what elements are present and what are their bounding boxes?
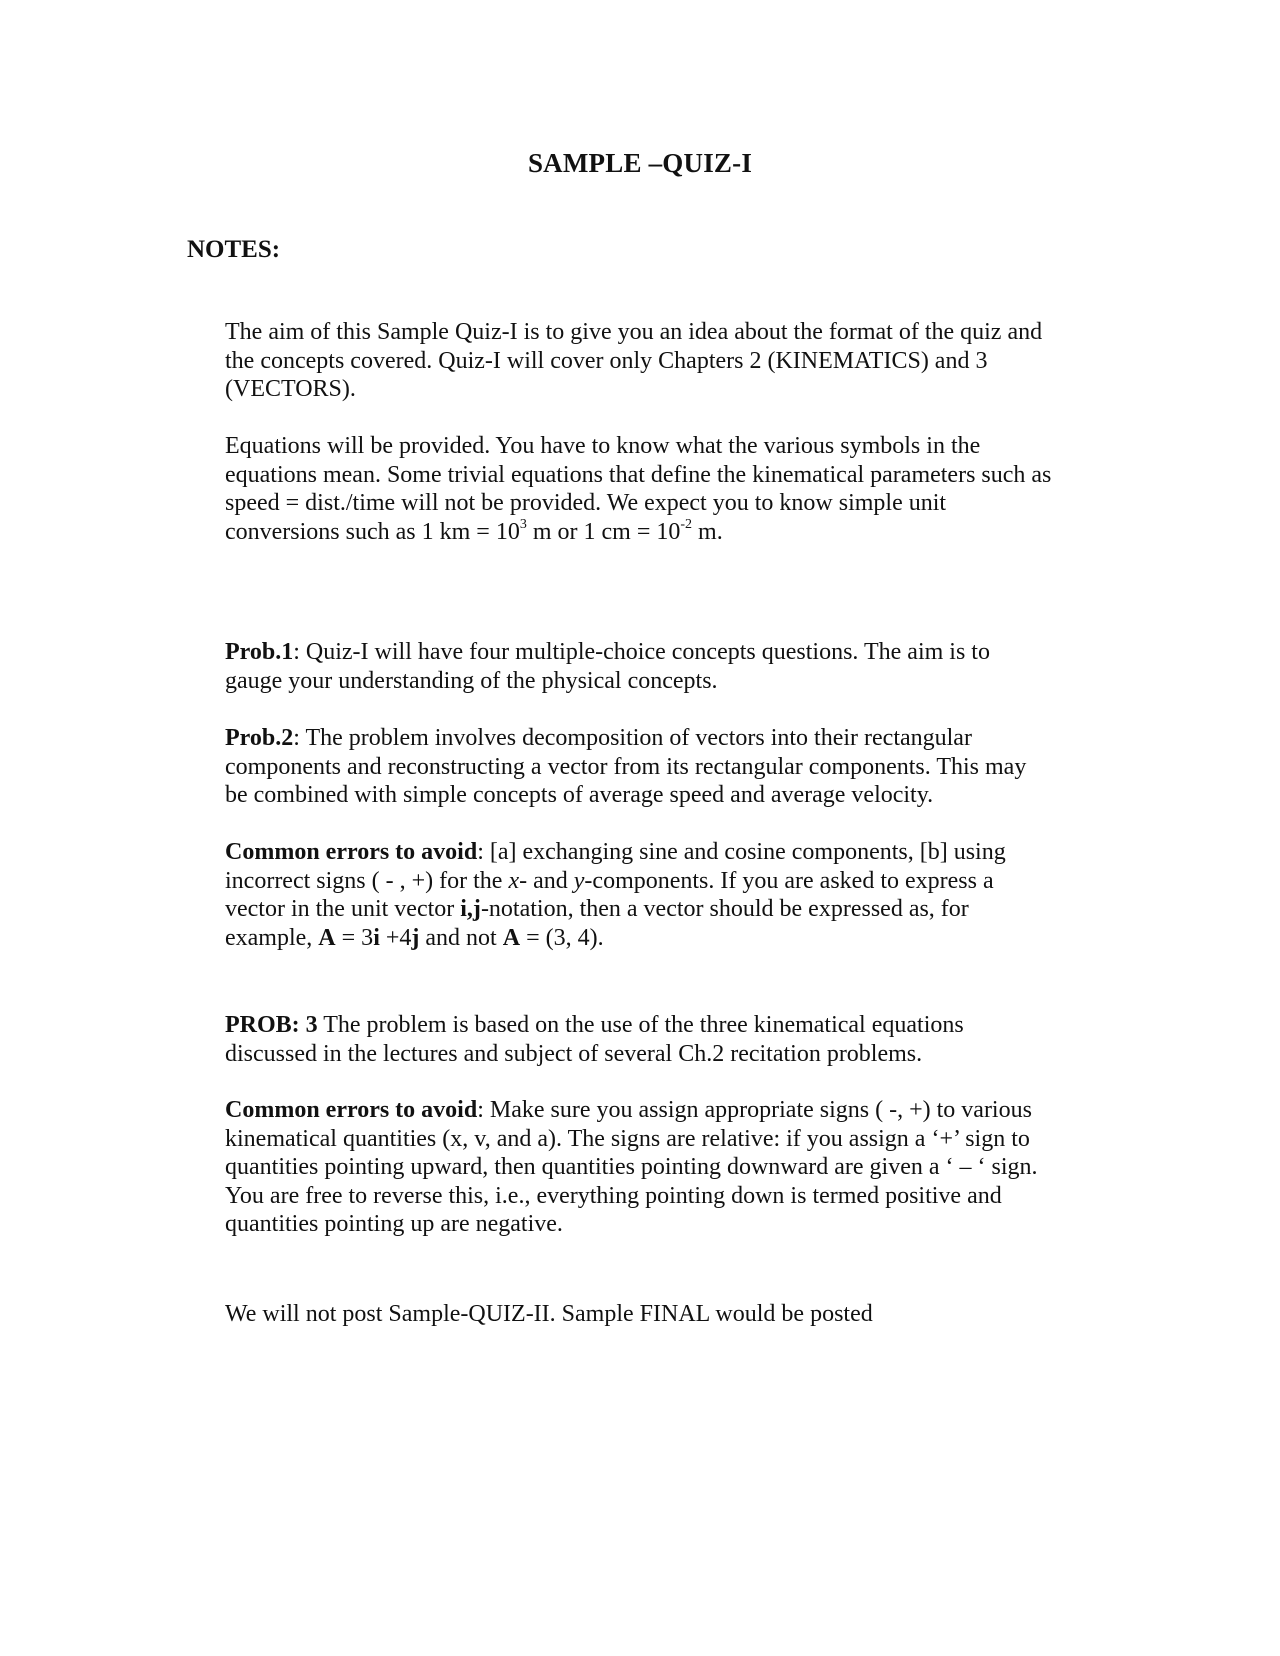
errors1-text: and not — [419, 924, 503, 951]
errors1-text: vector in the unit vector — [225, 896, 461, 923]
unit-vector-i: i — [373, 924, 380, 951]
vector-symbol: A — [318, 924, 336, 951]
equations-text: m or 1 cm = 10 — [526, 518, 681, 545]
equations-paragraph — [225, 432, 1105, 546]
errors1-line — [225, 867, 1105, 896]
intro-line: The aim of this Sample Quiz-I is to give you an idea about the format of the quiz and — [225, 319, 1043, 345]
prob2-line: components and reconstructing a vector from its rectangular components. This may — [225, 753, 1027, 780]
prob1-line: gauge your understanding of the physical concepts. — [225, 667, 718, 694]
equations-text: m. — [692, 518, 723, 545]
vector-symbol: A — [502, 924, 521, 951]
prob3-text: The problem is based on the use of the three kinematical equations — [317, 1012, 964, 1038]
page-title: SAMPLE –QUIZ-I — [527, 148, 753, 178]
errors1-text: -components. If you are asked to express a — [584, 867, 994, 894]
prob2-line — [225, 724, 1105, 753]
exponent: -2 — [680, 516, 693, 532]
prob2-paragraph — [225, 724, 1105, 810]
intro-paragraph — [225, 318, 1105, 404]
errors1-line — [225, 895, 1105, 924]
closing-line: We will not post Sample-QUIZ-II. Sample FINAL would be posted — [225, 1301, 873, 1327]
exponent: 3 — [519, 516, 527, 532]
intro-line: (VECTORS). — [225, 376, 356, 403]
x-variable: x — [508, 867, 520, 894]
errors1-label: Common errors to avoid — [225, 839, 478, 865]
errors1-text: - and — [519, 867, 574, 894]
errors1-text: = (3, 4). — [520, 924, 604, 951]
errors2-paragraph — [225, 1096, 1105, 1239]
prob2-text: : The problem involves decomposition of vectors into their rectangular — [293, 725, 972, 751]
y-variable: y — [573, 867, 585, 894]
errors1-text: example, — [225, 924, 319, 951]
unit-vector-j: j — [411, 924, 420, 951]
equations-text: conversions such as 1 km = 10 — [225, 518, 520, 545]
errors2-line: kinematical quantities (x, v, and a). The signs are relative: if you assign a ‘+’ sign to — [225, 1125, 1030, 1152]
equations-line — [225, 518, 1105, 547]
errors1-text: -notation, then a vector should be expressed as, for — [480, 896, 969, 923]
equations-line: speed = dist./time will not be provided. We expect you to know simple unit — [225, 490, 947, 517]
errors2-text: : Make sure you assign appropriate signs ( -, +) to various — [477, 1097, 1032, 1123]
errors1-line — [225, 924, 1105, 953]
prob2-label: Prob.2 — [225, 725, 294, 751]
prob3-paragraph — [225, 1011, 1105, 1068]
equations-line: equations mean. Some trivial equations that define the kinematical parameters such as — [225, 461, 1052, 488]
errors1-text: +4 — [379, 924, 412, 951]
errors2-label: Common errors to avoid — [225, 1097, 478, 1123]
errors2-line — [225, 1096, 1105, 1125]
errors1-text: = 3 — [335, 924, 374, 951]
errors1-paragraph — [225, 838, 1105, 952]
errors1-text: incorrect signs ( - , +) for the — [225, 867, 509, 894]
prob1-paragraph — [225, 638, 1105, 695]
equations-line: Equations will be provided. You have to know what the various symbols in the — [225, 433, 981, 459]
prob3-line: discussed in the lectures and subject of several Ch.2 recitation problems. — [225, 1040, 923, 1067]
closing-paragraph — [225, 1300, 1105, 1329]
notes-heading: NOTES: — [187, 236, 281, 263]
errors1-line — [225, 838, 1105, 867]
errors2-line: quantities pointing upward, then quantities pointing downward are given a ‘ – ‘ sign. — [225, 1154, 1038, 1181]
errors1-text: : [a] exchanging sine and cosine components, [b] using — [477, 839, 1006, 865]
intro-line: the concepts covered. Quiz-I will cover only Chapters 2 (KINEMATICS) and 3 — [225, 347, 988, 374]
prob1-text: : Quiz-I will have four multiple-choice concepts questions. The aim is to — [293, 639, 990, 665]
prob3-label: PROB: 3 — [225, 1012, 318, 1038]
errors2-line: You are free to reverse this, i.e., everything pointing down is termed positive and — [225, 1182, 1002, 1209]
prob1-line — [225, 638, 1105, 667]
prob2-line: be combined with simple concepts of average speed and average velocity. — [225, 782, 934, 809]
prob3-line — [225, 1011, 1105, 1040]
errors2-line: quantities pointing up are negative. — [225, 1211, 563, 1238]
unit-vector-notation: i,j — [460, 896, 481, 923]
prob1-label: Prob.1 — [225, 639, 294, 665]
